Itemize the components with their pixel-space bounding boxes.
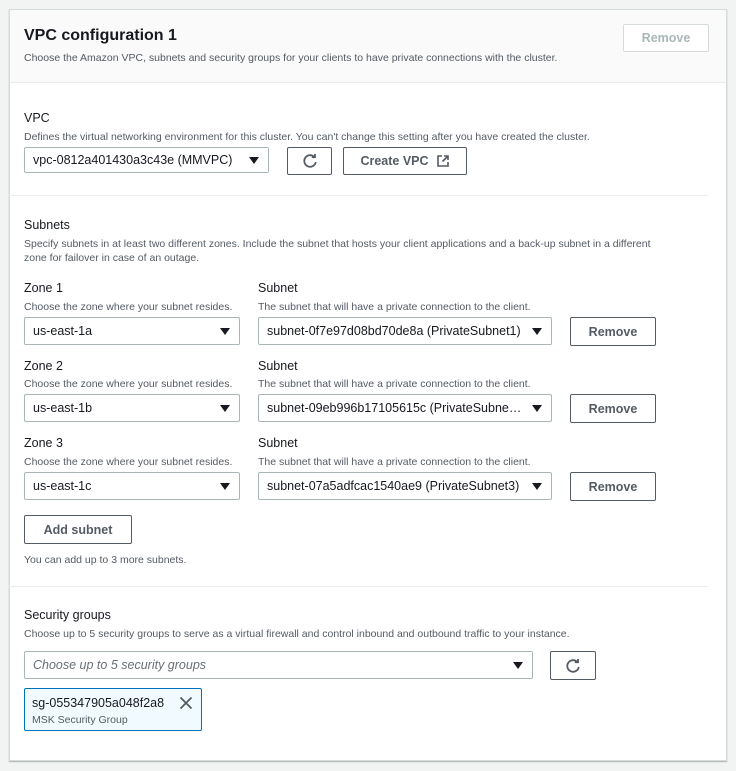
remove-subnet-1-button[interactable]: Remove xyxy=(570,317,656,346)
vpc-description: Defines the virtual networking environment for this cluster. You can't change this setting after you have created the cluster. xyxy=(24,131,590,143)
close-icon[interactable] xyxy=(177,694,195,712)
caret-down-icon xyxy=(220,405,230,412)
create-vpc-button[interactable] xyxy=(343,147,467,175)
zone-1-select[interactable] xyxy=(24,317,240,345)
add-subnet-button[interactable]: Add subnet xyxy=(24,515,132,544)
vpc-refresh-button[interactable] xyxy=(287,147,332,175)
create-vpc-label: Create VPC xyxy=(360,154,429,168)
subnet-2-value: subnet-09eb996b17105615c (PrivateSubnet2) xyxy=(267,401,524,415)
vpc-select-value: vpc-0812a401430a3c43e (MMVPC) xyxy=(33,153,233,167)
subnet-3-select[interactable] xyxy=(258,472,552,500)
refresh-icon xyxy=(565,658,581,674)
caret-down-icon xyxy=(249,157,259,164)
security-groups-refresh-button[interactable] xyxy=(550,651,596,680)
security-groups-placeholder: Choose up to 5 security groups xyxy=(33,658,207,672)
subnet-3-value: subnet-07a5adfcac1540ae9 (PrivateSubnet3) xyxy=(267,479,520,493)
security-group-token xyxy=(24,688,202,731)
page-title: VPC configuration 1 xyxy=(24,27,177,44)
section-divider xyxy=(8,195,708,196)
external-link-icon xyxy=(436,154,450,168)
subnet-2-select[interactable] xyxy=(258,394,552,422)
subnet-3-description: The subnet that will have a private connection to the client. xyxy=(258,456,531,468)
security-groups-label: Security groups xyxy=(24,608,111,622)
zone-2-label: Zone 2 xyxy=(24,359,63,373)
zone-1-label: Zone 1 xyxy=(24,281,63,295)
subnet-1-description: The subnet that will have a private connection to the client. xyxy=(258,301,531,313)
caret-down-icon xyxy=(532,483,542,490)
subnet-1-label: Subnet xyxy=(258,281,298,295)
security-group-token-id: sg-055347905a048f2a8 xyxy=(32,696,165,710)
security-group-token-description: MSK Security Group xyxy=(32,714,128,726)
subnet-2-description: The subnet that will have a private connection to the client. xyxy=(258,378,531,390)
subnets-description-line1: Specify subnets in at least two different zones. Include the subnet that hosts your client applications and a back-up subnet in a different xyxy=(24,238,651,250)
zone-2-value: us-east-1b xyxy=(33,401,93,415)
vpc-label: VPC xyxy=(24,111,50,125)
caret-down-icon xyxy=(513,662,523,669)
security-groups-select[interactable] xyxy=(24,651,533,679)
zone-3-label: Zone 3 xyxy=(24,436,63,450)
remove-subnet-3-button[interactable]: Remove xyxy=(570,472,656,501)
zone-2-description: Choose the zone where your subnet resides. xyxy=(24,378,233,390)
zone-3-value: us-east-1c xyxy=(33,479,92,493)
subnet-1-select[interactable] xyxy=(258,317,552,345)
caret-down-icon xyxy=(532,405,542,412)
panel-header xyxy=(10,10,726,83)
subnets-label: Subnets xyxy=(24,218,70,232)
zone-3-description: Choose the zone where your subnet resides. xyxy=(24,456,233,468)
zone-1-description: Choose the zone where your subnet resides. xyxy=(24,301,233,313)
zone-1-value: us-east-1a xyxy=(33,324,93,338)
caret-down-icon xyxy=(532,328,542,335)
zone-2-select[interactable] xyxy=(24,394,240,422)
subnet-3-label: Subnet xyxy=(258,436,298,450)
section-divider xyxy=(8,586,708,587)
security-groups-description: Choose up to 5 security groups to serve as a virtual firewall and control inbound and outbound traffic to your instance. xyxy=(24,628,570,640)
vpc-select[interactable] xyxy=(24,147,269,173)
caret-down-icon xyxy=(220,483,230,490)
add-subnet-hint: You can add up to 3 more subnets. xyxy=(24,554,187,566)
remove-config-button[interactable]: Remove xyxy=(623,24,709,52)
caret-down-icon xyxy=(220,328,230,335)
refresh-icon xyxy=(302,153,318,169)
remove-subnet-2-button[interactable]: Remove xyxy=(570,394,656,423)
zone-3-select[interactable] xyxy=(24,472,240,500)
subnets-description-line2: zone for failover in case of an outage. xyxy=(24,252,200,264)
subnet-2-label: Subnet xyxy=(258,359,298,373)
page-subtitle: Choose the Amazon VPC, subnets and security groups for your clients to have private connections with the cluster. xyxy=(24,52,558,64)
subnet-1-value: subnet-0f7e97d08bd70de8a (PrivateSubnet1) xyxy=(267,324,521,338)
